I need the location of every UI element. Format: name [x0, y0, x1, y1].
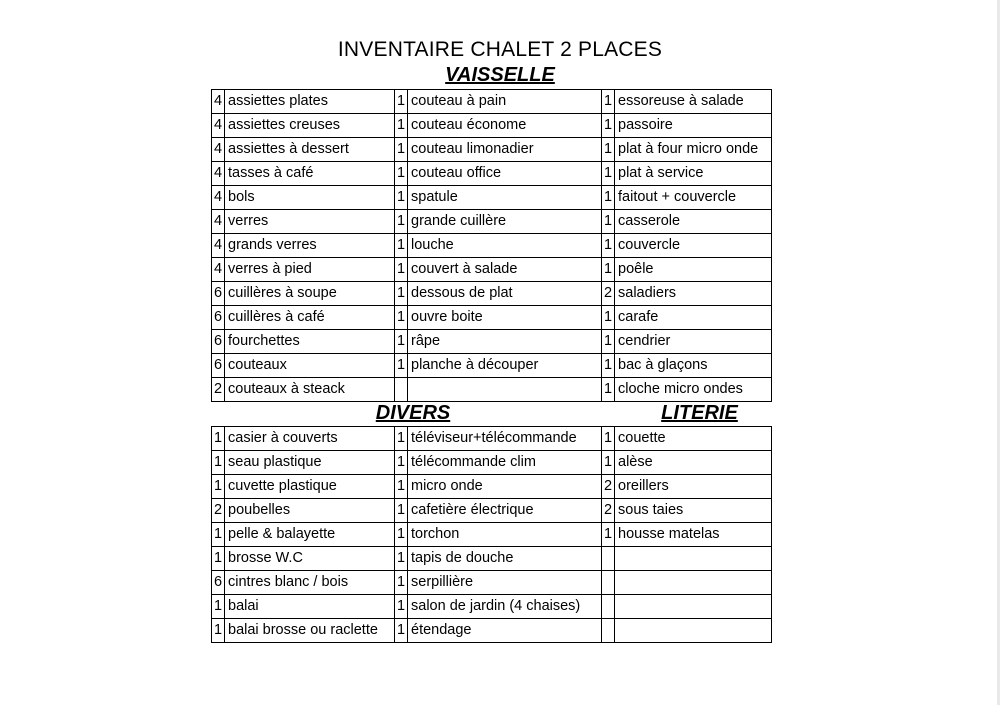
- item-quantity: 4: [212, 138, 225, 162]
- item-quantity: 1: [602, 330, 615, 354]
- item-quantity: 1: [395, 523, 408, 547]
- item-quantity: 1: [212, 427, 225, 451]
- table-row: [212, 162, 772, 186]
- item-name: cintres blanc / bois: [225, 571, 395, 595]
- item-name: couteau à pain: [408, 90, 602, 114]
- table-row: [212, 282, 772, 306]
- item-name: oreillers: [615, 475, 772, 499]
- table-row: [212, 619, 772, 643]
- item-quantity: 1: [395, 306, 408, 330]
- item-quantity: [395, 378, 408, 402]
- item-name: cloche micro ondes: [615, 378, 772, 402]
- item-name: fourchettes: [225, 330, 395, 354]
- item-quantity: 4: [212, 258, 225, 282]
- item-name: essoreuse à salade: [615, 90, 772, 114]
- item-quantity: 2: [212, 378, 225, 402]
- divers-literie-table: [211, 426, 772, 643]
- item-name: serpillière: [408, 571, 602, 595]
- item-name: [615, 571, 772, 595]
- item-name: couteaux à steack: [225, 378, 395, 402]
- item-name: cuillères à soupe: [225, 282, 395, 306]
- item-name: tapis de douche: [408, 547, 602, 571]
- table-row: [212, 234, 772, 258]
- table-row: [212, 499, 772, 523]
- item-name: grande cuillère: [408, 210, 602, 234]
- item-name: plat à service: [615, 162, 772, 186]
- item-quantity: [602, 547, 615, 571]
- item-quantity: 1: [212, 523, 225, 547]
- item-quantity: 1: [602, 427, 615, 451]
- item-quantity: 1: [602, 523, 615, 547]
- item-quantity: 2: [602, 475, 615, 499]
- item-quantity: 1: [602, 378, 615, 402]
- table-row: [212, 547, 772, 571]
- item-name: casier à couverts: [225, 427, 395, 451]
- item-name: cuillères à café: [225, 306, 395, 330]
- item-name: cuvette plastique: [225, 475, 395, 499]
- item-name: râpe: [408, 330, 602, 354]
- table-row: [212, 595, 772, 619]
- item-quantity: 1: [212, 619, 225, 643]
- item-quantity: 1: [212, 547, 225, 571]
- item-name: saladiers: [615, 282, 772, 306]
- item-name: grands verres: [225, 234, 395, 258]
- item-quantity: 1: [395, 451, 408, 475]
- table-row: [212, 451, 772, 475]
- item-name: casserole: [615, 210, 772, 234]
- item-quantity: 1: [395, 595, 408, 619]
- section-title-divers: DIVERS: [375, 402, 451, 424]
- item-name: [615, 619, 772, 643]
- item-name: seau plastique: [225, 451, 395, 475]
- item-name: couette: [615, 427, 772, 451]
- item-name: couteau office: [408, 162, 602, 186]
- item-name: téléviseur+télécommande: [408, 427, 602, 451]
- table-row: [212, 210, 772, 234]
- table-row: [212, 258, 772, 282]
- item-quantity: 6: [212, 282, 225, 306]
- item-name: brosse W.C: [225, 547, 395, 571]
- item-name: dessous de plat: [408, 282, 602, 306]
- item-quantity: 2: [602, 499, 615, 523]
- item-quantity: 1: [212, 595, 225, 619]
- vaisselle-table: [211, 89, 772, 402]
- item-name: [408, 378, 602, 402]
- item-quantity: 1: [395, 619, 408, 643]
- item-quantity: 1: [212, 451, 225, 475]
- item-quantity: 2: [212, 499, 225, 523]
- item-name: torchon: [408, 523, 602, 547]
- table-row: [212, 90, 772, 114]
- item-name: télécommande clim: [408, 451, 602, 475]
- item-name: alèse: [615, 451, 772, 475]
- item-quantity: [602, 619, 615, 643]
- item-quantity: 1: [395, 354, 408, 378]
- item-name: assiettes creuses: [225, 114, 395, 138]
- item-name: housse matelas: [615, 523, 772, 547]
- item-name: planche à découper: [408, 354, 602, 378]
- item-quantity: 1: [602, 306, 615, 330]
- item-name: spatule: [408, 186, 602, 210]
- item-quantity: 1: [395, 547, 408, 571]
- item-name: micro onde: [408, 475, 602, 499]
- table-row: [212, 114, 772, 138]
- item-name: couteau économe: [408, 114, 602, 138]
- item-name: couteaux: [225, 354, 395, 378]
- section-title-literie: LITERIE: [661, 402, 738, 424]
- item-quantity: 1: [602, 162, 615, 186]
- item-quantity: 1: [395, 90, 408, 114]
- item-name: étendage: [408, 619, 602, 643]
- item-name: louche: [408, 234, 602, 258]
- item-name: balai: [225, 595, 395, 619]
- item-quantity: 6: [212, 571, 225, 595]
- item-name: plat à four micro onde: [615, 138, 772, 162]
- item-name: ouvre boite: [408, 306, 602, 330]
- item-quantity: 1: [602, 234, 615, 258]
- item-quantity: 1: [395, 234, 408, 258]
- item-name: [615, 547, 772, 571]
- item-name: cendrier: [615, 330, 772, 354]
- item-quantity: 1: [395, 138, 408, 162]
- table-row: [212, 330, 772, 354]
- item-name: assiettes à dessert: [225, 138, 395, 162]
- table-row: [212, 186, 772, 210]
- item-name: verres à pied: [225, 258, 395, 282]
- item-quantity: 1: [395, 282, 408, 306]
- item-name: pelle & balayette: [225, 523, 395, 547]
- table-row: [212, 354, 772, 378]
- item-quantity: 1: [602, 258, 615, 282]
- table-row: [212, 378, 772, 402]
- item-name: verres: [225, 210, 395, 234]
- item-name: couvercle: [615, 234, 772, 258]
- item-quantity: 4: [212, 90, 225, 114]
- item-quantity: 1: [602, 90, 615, 114]
- item-quantity: 4: [212, 234, 225, 258]
- page-title: INVENTAIRE CHALET 2 PLACES: [337, 38, 663, 61]
- section-title-vaisselle: VAISSELLE: [445, 64, 555, 86]
- item-name: assiettes plates: [225, 90, 395, 114]
- item-name: poubelles: [225, 499, 395, 523]
- item-quantity: 1: [395, 186, 408, 210]
- item-name: tasses à café: [225, 162, 395, 186]
- item-quantity: 1: [602, 451, 615, 475]
- item-quantity: 1: [602, 138, 615, 162]
- table-row: [212, 138, 772, 162]
- item-name: poêle: [615, 258, 772, 282]
- item-name: couteau limonadier: [408, 138, 602, 162]
- item-quantity: 4: [212, 210, 225, 234]
- item-quantity: 6: [212, 354, 225, 378]
- item-quantity: 6: [212, 306, 225, 330]
- item-quantity: 4: [212, 162, 225, 186]
- item-quantity: 1: [395, 571, 408, 595]
- item-name: faitout + couvercle: [615, 186, 772, 210]
- item-quantity: [602, 595, 615, 619]
- item-quantity: [602, 571, 615, 595]
- item-quantity: 1: [602, 114, 615, 138]
- item-quantity: 2: [602, 282, 615, 306]
- item-quantity: 1: [395, 475, 408, 499]
- item-name: bols: [225, 186, 395, 210]
- table-row: [212, 475, 772, 499]
- item-quantity: 6: [212, 330, 225, 354]
- item-quantity: 1: [395, 330, 408, 354]
- item-name: balai brosse ou raclette: [225, 619, 395, 643]
- item-quantity: 1: [602, 186, 615, 210]
- item-quantity: 1: [395, 114, 408, 138]
- item-quantity: 1: [395, 162, 408, 186]
- item-name: sous taies: [615, 499, 772, 523]
- item-name: cafetière électrique: [408, 499, 602, 523]
- table-row: [212, 306, 772, 330]
- table-row: [212, 523, 772, 547]
- item-quantity: 1: [212, 475, 225, 499]
- item-quantity: 1: [602, 210, 615, 234]
- item-quantity: 1: [395, 258, 408, 282]
- item-quantity: 1: [395, 210, 408, 234]
- table-row: [212, 427, 772, 451]
- table-row: [212, 571, 772, 595]
- item-quantity: 1: [395, 427, 408, 451]
- item-quantity: 1: [395, 499, 408, 523]
- item-quantity: 4: [212, 186, 225, 210]
- item-name: passoire: [615, 114, 772, 138]
- item-name: [615, 595, 772, 619]
- item-name: carafe: [615, 306, 772, 330]
- item-quantity: 4: [212, 114, 225, 138]
- item-quantity: 1: [602, 354, 615, 378]
- item-name: couvert à salade: [408, 258, 602, 282]
- item-name: bac à glaçons: [615, 354, 772, 378]
- item-name: salon de jardin (4 chaises): [408, 595, 602, 619]
